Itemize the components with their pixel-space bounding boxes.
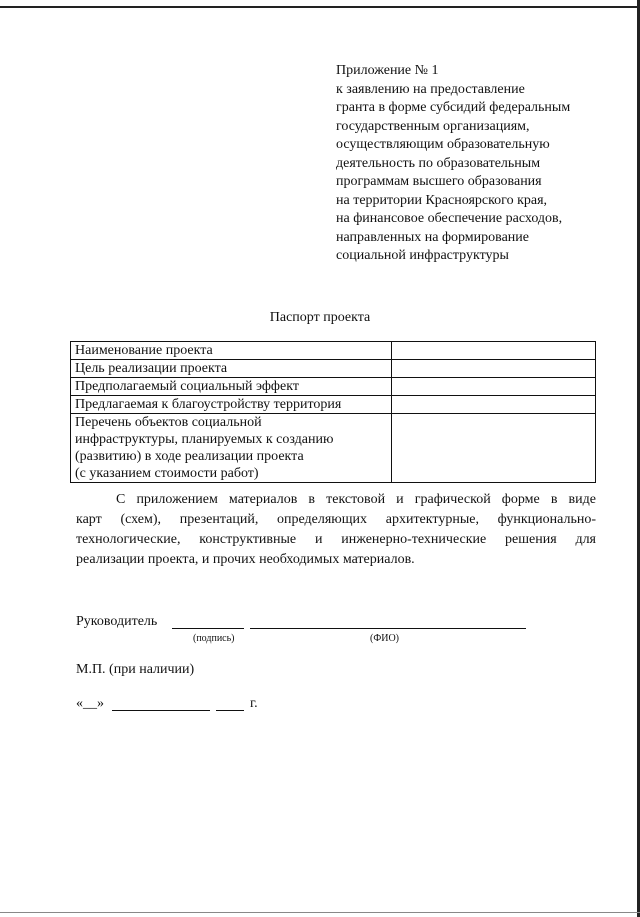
table-row xyxy=(71,342,596,360)
signature-caption: (подпись) xyxy=(193,633,235,644)
appendix-line: деятельность по образовательным xyxy=(336,155,541,171)
row-label-text: Наименование проекта xyxy=(75,343,213,358)
appendix-line: к заявлению на предоставление xyxy=(336,81,525,97)
row-label xyxy=(71,360,392,378)
name-caption: (ФИО) xyxy=(370,633,400,644)
row-label xyxy=(71,378,392,396)
page-edge-bottom xyxy=(0,912,640,913)
row-label-text: (с указанием стоимости работ) xyxy=(75,466,259,481)
row-label-text: (развитию) в ходе реализации проекта xyxy=(75,449,304,464)
attachments-paragraph xyxy=(76,490,596,570)
seal-note: М.П. (при наличии) xyxy=(76,662,195,677)
row-label xyxy=(71,396,392,414)
row-value-field[interactable] xyxy=(392,414,596,483)
date-year-line[interactable] xyxy=(216,710,244,711)
date-month-line[interactable] xyxy=(112,710,210,711)
name-line[interactable] xyxy=(250,628,526,629)
appendix-line: государственным организациям, xyxy=(336,118,530,134)
signature-line[interactable] xyxy=(172,628,244,629)
paragraph-line: реализации проекта, и прочих необходимых материалов. xyxy=(76,552,415,567)
paragraph-line: технологические, конструктивные и инженерно-технические решения для xyxy=(76,532,596,547)
paragraph-line: С приложением материалов в текстовой и графической форме в виде xyxy=(116,492,596,507)
table-row xyxy=(71,396,596,414)
table-row xyxy=(71,360,596,378)
table-row xyxy=(71,378,596,396)
appendix-line: социальной инфраструктуры xyxy=(336,248,509,263)
row-label-text: Цель реализации проекта xyxy=(75,361,228,376)
row-value-field[interactable] xyxy=(392,396,596,414)
date-day: «__» xyxy=(76,696,104,711)
appendix-header xyxy=(336,62,626,266)
appendix-line: гранта в форме субсидий федеральным xyxy=(336,100,571,115)
row-label-text: инфраструктуры, планируемых к созданию xyxy=(75,432,334,447)
page-edge-top xyxy=(0,6,640,8)
row-label-text: Предлагаемая к благоустройству территория xyxy=(75,397,342,412)
appendix-line: программам высшего образования xyxy=(336,174,542,189)
project-passport-table xyxy=(70,341,596,483)
table-row xyxy=(71,414,596,483)
row-label-text: Предполагаемый социальный эффект xyxy=(75,379,299,394)
row-value-field[interactable] xyxy=(392,342,596,360)
row-label-text: Перечень объектов социальной xyxy=(75,415,262,430)
date-year-suffix: г. xyxy=(250,696,258,711)
appendix-line: осуществляющим образовательную xyxy=(336,137,550,152)
signature-label: Руководитель xyxy=(76,614,158,629)
document-title: Паспорт проекта xyxy=(269,310,371,325)
appendix-line: направленных на формирование xyxy=(336,229,529,245)
appendix-line: на территории Красноярского края, xyxy=(336,192,548,208)
appendix-line: на финансовое обеспечение расходов, xyxy=(336,211,563,226)
paragraph-line: карт (схем), презентаций, определяющих архитектурные, функционально- xyxy=(76,512,596,527)
appendix-line: Приложение № 1 xyxy=(336,63,439,78)
row-label xyxy=(71,342,392,360)
row-label xyxy=(71,414,392,483)
row-value-field[interactable] xyxy=(392,378,596,396)
row-value-field[interactable] xyxy=(392,360,596,378)
